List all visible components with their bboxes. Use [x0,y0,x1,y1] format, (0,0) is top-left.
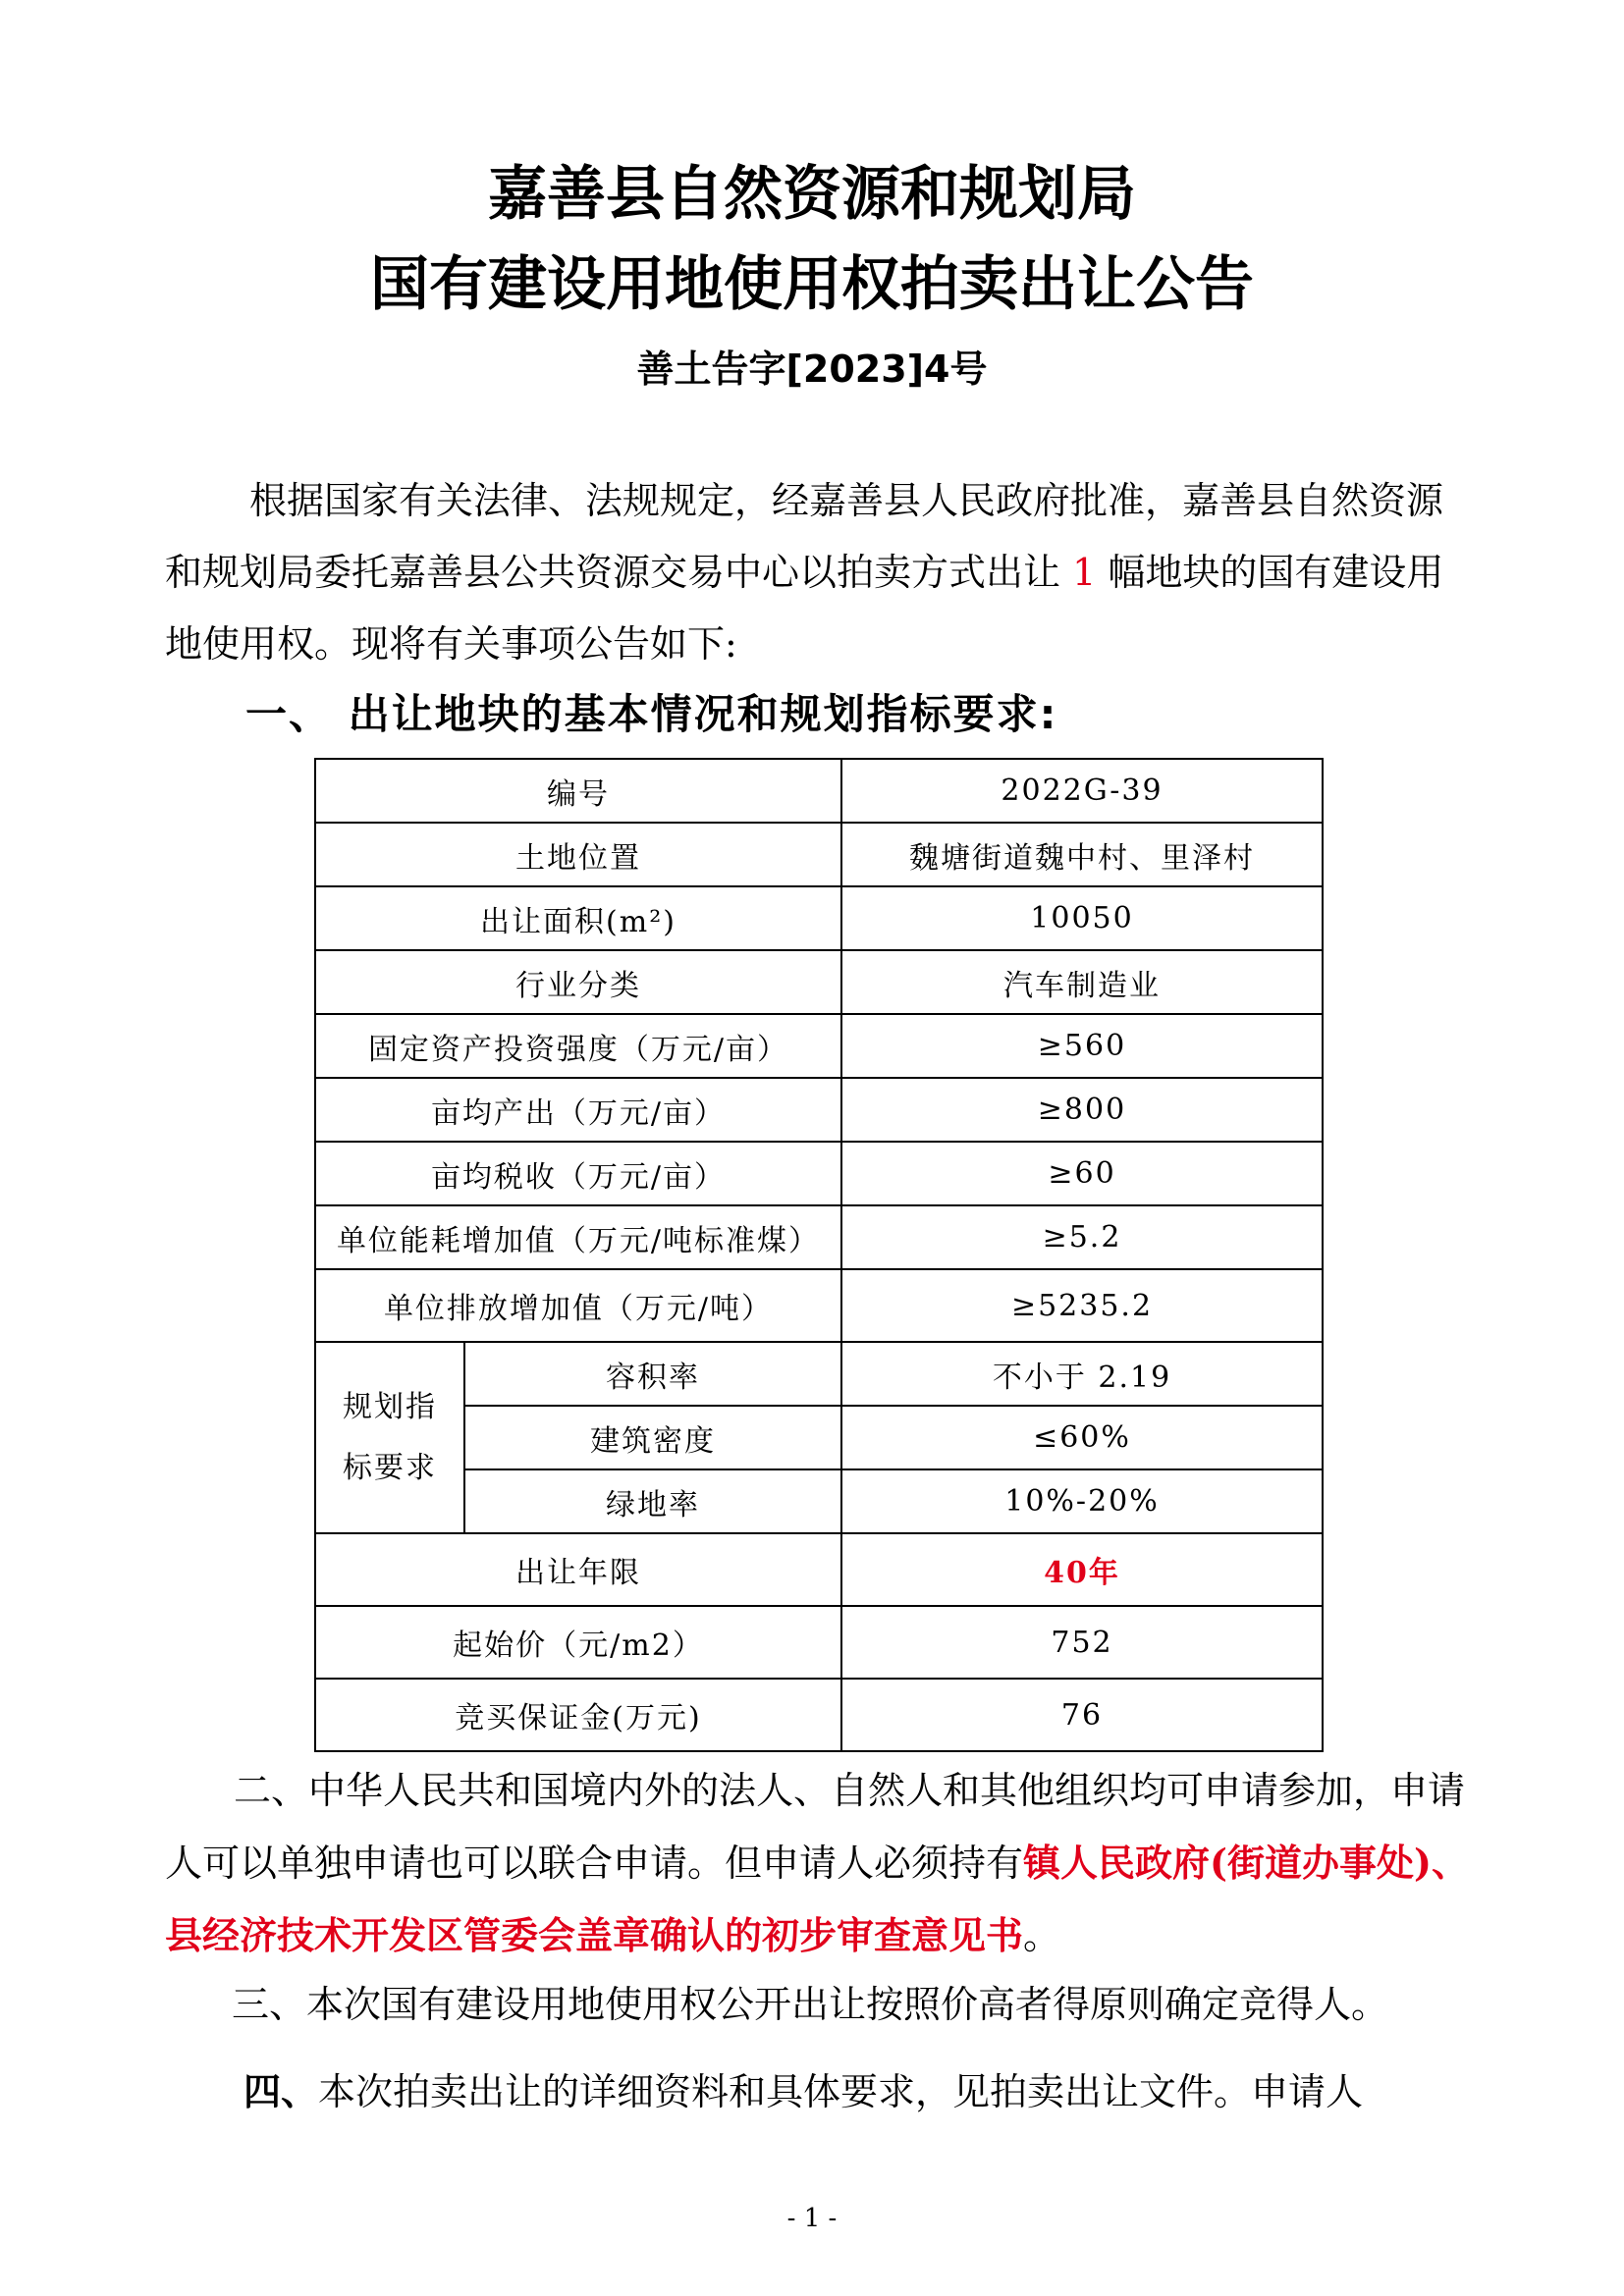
row-label: 出让面积(m²) [315,886,841,950]
table-row [315,823,1323,886]
row-label: 起始价（元/m2） [315,1606,841,1679]
section4-text: 本次拍卖出让的详细资料和具体要求，见拍卖出让文件。申请人 [318,2070,1364,2113]
section1-heading: 一、 出让地块的基本情况和规划指标要求: [245,690,1058,738]
table-row [315,950,1323,1014]
row-value: 40年 [841,1533,1323,1606]
document-title-line1: 嘉善县自然资源和规划局 [488,160,1136,229]
row-label: 亩均产出（万元/亩） [315,1078,841,1142]
row-value: 10050 [841,886,1323,950]
document-number: 善土告字[2023]4号 [636,347,988,391]
row-label: 单位能耗增加值（万元/吨标准煤） [315,1205,841,1269]
section2-paragraph [165,1755,1471,1972]
table-row [315,1205,1323,1269]
table-row [315,1679,1323,1751]
row-value: ≤60% [841,1406,1323,1469]
table-row [315,1469,1323,1533]
section4-paragraph [244,2056,1500,2128]
row-value: ≥5.2 [841,1205,1323,1269]
parcel-count: 1 [1072,551,1097,594]
intro-paragraph [165,465,1471,680]
row-label: 编号 [315,759,841,823]
table-row [315,886,1323,950]
table-row [315,1406,1323,1469]
row-label: 行业分类 [315,950,841,1014]
table-row [315,1533,1323,1606]
row-value: ≥800 [841,1078,1323,1142]
row-value: 不小于 2.19 [841,1342,1323,1406]
row-label: 单位排放增加值（万元/吨） [315,1269,841,1342]
row-value: ≥560 [841,1014,1323,1078]
row-value: 魏塘街道魏中村、里泽村 [841,823,1323,886]
row-value: ≥5235.2 [841,1269,1323,1342]
table-row [315,1342,1323,1406]
table-row [315,1142,1323,1205]
table-row [315,1078,1323,1142]
table-row [315,1606,1323,1679]
row-label: 出让年限 [315,1533,841,1606]
row-value: 76 [841,1679,1323,1751]
section2-end: 。 [1023,1914,1061,1957]
row-label: 亩均税收（万元/亩） [315,1142,841,1205]
row-label: 固定资产投资强度（万元/亩） [315,1014,841,1078]
document-title-line2: 国有建设用地使用权拍卖出让公告 [370,250,1254,319]
row-value: ≥60 [841,1142,1323,1205]
row-value: 汽车制造业 [841,950,1323,1014]
parcel-info-table [314,758,1324,1752]
row-value: 752 [841,1606,1323,1679]
row-label: 土地位置 [315,823,841,886]
section3-paragraph: 三、本次国有建设用地使用权公开出让按照价高者得原则确定竞得人。 [232,1983,1389,2026]
table-row [315,759,1323,823]
row-value: 10%-20% [841,1469,1323,1533]
table-row [315,1014,1323,1078]
row-label: 绿地率 [464,1469,841,1533]
intro-text-b: 幅地块的国有建设用地使用权。现将有关事项公告如下: [165,551,1444,666]
row-label: 竞买保证金(万元) [315,1679,841,1751]
section4-lead: 四、 [244,2069,319,2113]
section2-highlight: 镇人民政府(街道办事处)、县经济技术开发区管委会盖章确认的初步审查意见书 [165,1841,1469,1957]
planning-group-label: 规划指标要求 [315,1342,464,1533]
section2-text: 二、中华人民共和国境内外的法人、自然人和其他组织均可申请参加，申请人可以单独申请也可以联合申请。但申请人必须持有 [165,1769,1466,1885]
intro-text-a: 根据国家有关法律、法规规定，经嘉善县人民政府批准，嘉善县自然资源和规划局委托嘉善县公共资源交易中心以拍卖方式出让 [165,479,1444,594]
page-number: - 1 - [786,2204,838,2233]
row-label: 容积率 [464,1342,841,1406]
row-label: 建筑密度 [464,1406,841,1469]
row-value: 2022G-39 [841,759,1323,823]
table-row [315,1269,1323,1342]
